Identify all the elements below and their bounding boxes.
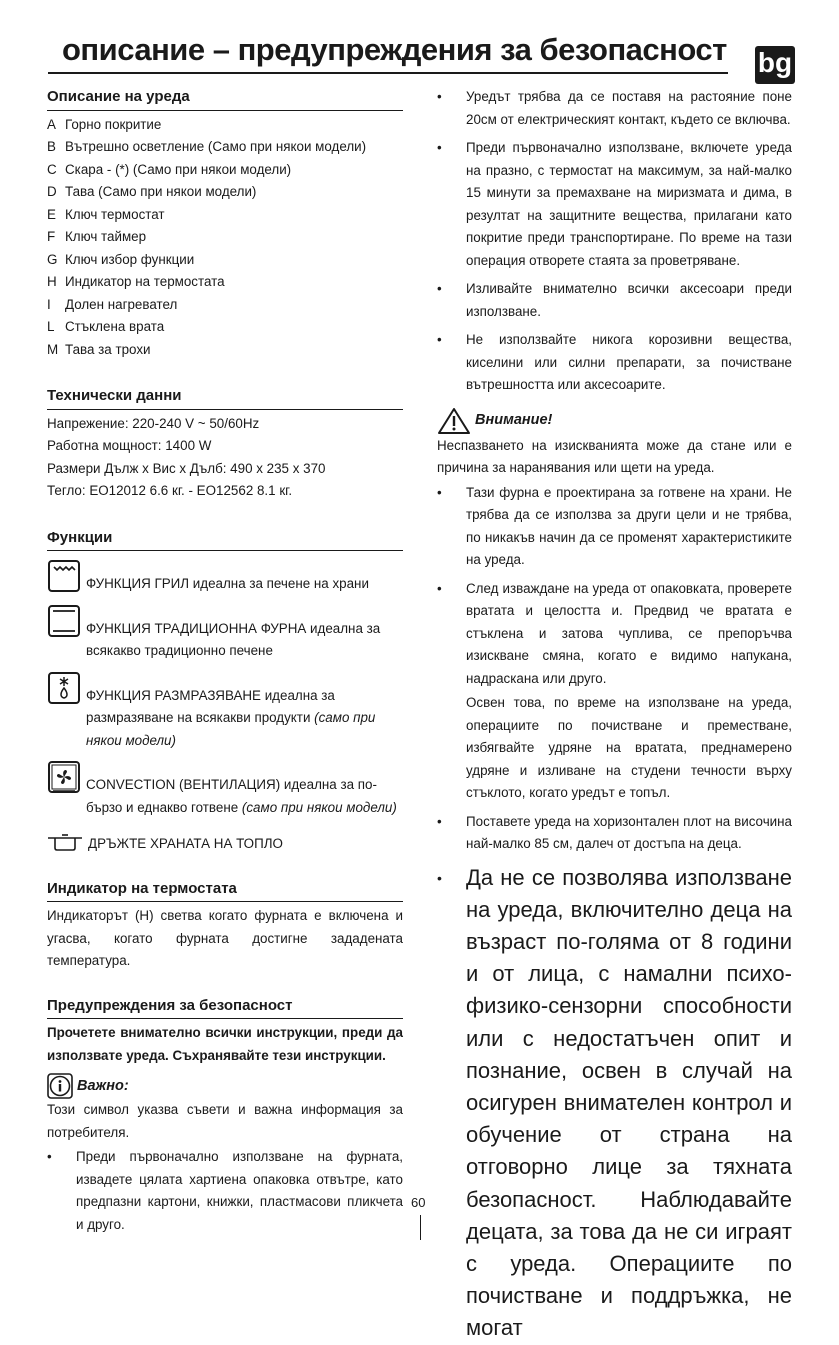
list-item: • Уредът трябва да се поставя на растояние поне 20см от електрическият контакт, където се включва. <box>437 86 792 131</box>
page-header <box>62 24 795 84</box>
list-item: D Тава (Само при някои модели) <box>47 184 257 199</box>
right-bullet-list-mid <box>437 482 792 856</box>
function-defrost: ФУНКЦИЯ РАЗМРАЗЯВАНЕ идеална за размразяване на всякакви продукти (само при някои модели) <box>47 671 403 753</box>
voltage-text: Напрежение: 220-240 V ~ 50/60Hz <box>47 415 260 431</box>
description-title: Описание на уреда <box>47 86 403 111</box>
tech-title: Технически данни <box>47 385 403 410</box>
safety-title: Предупреждения за безопасност <box>47 995 403 1020</box>
page-number-rule <box>420 1215 421 1240</box>
grill-icon <box>47 559 81 593</box>
children-warning: • Да не се позволява използване на уреда, включително деца на възраст по-голяма от 8 години и от лица, с намални психо-физико-сензорни способности или с недостатъчен опит и познание, освен в случай на осигурен внимателен контрол и обучение от страна на отговорно лице за тяхната безопасност. Наблюдавайте децата, за това да не си играят с уреда. Операциите по почистване и поддръжка, не могат <box>437 862 792 1345</box>
defrost-icon <box>47 671 81 705</box>
info-icon <box>47 1073 73 1099</box>
size-text: Размери Дълж x Вис x Дълб: 490 x 235 x 370 <box>47 460 326 476</box>
list-item: E Ключ термостат <box>47 206 165 222</box>
list-item: C Скара - (*) (Само при някои модели) <box>47 161 292 177</box>
list-item: F Ключ таймер <box>47 229 147 244</box>
important-text: Този символ указва съвети и важна информация за потребителя. <box>47 1102 403 1140</box>
safety-intro: Прочетете внимателно всички инструкции, преди да използвате уреда. Съхранявайте тези инструкции. <box>47 1025 403 1063</box>
right-bullet-list-top <box>437 86 792 397</box>
function-grill: ФУНКЦИЯ ГРИЛ идеална за печене на храни <box>47 559 403 596</box>
page-title: описание – предупреждения за безопасност <box>62 32 727 67</box>
list-item: • Не използвайте никога корозивни вещества, киселини или силни препарати, за почистване вътрешността или аксесоарите. <box>437 329 792 397</box>
list-item: • Изливайте внимателно всички аксесоари преди използване. <box>437 278 792 323</box>
list-item: G Ключ избор функции <box>47 251 195 267</box>
weight-text: Тегло: EO12012 6.6 кг. - EO12562 8.1 кг. <box>47 483 293 498</box>
left-bullet-list <box>47 1146 403 1236</box>
functions-title: Функции <box>47 527 403 552</box>
warning-notice: Внимание! <box>437 407 792 435</box>
function-keepwarm: ДРЪЖТЕ ХРАНАТА НА ТОПЛО <box>47 833 403 856</box>
left-column <box>47 86 403 1242</box>
description-list <box>47 114 403 362</box>
list-item: B Вътрешно осветление (Само при някои модели) <box>47 139 367 154</box>
title-underline <box>48 72 728 74</box>
pot-icon <box>47 834 83 852</box>
list-item: L Стъклена врата <box>47 319 165 334</box>
list-item: • Преди първоначално използване на фурната, извадете цялата хартиена опаковка отвътре, като предпазни картони, книжки, пластмасови пликчета и друго. <box>47 1146 403 1236</box>
list-item: M Тава за трохи <box>47 341 151 357</box>
right-column <box>437 86 792 1345</box>
fan-icon <box>47 760 81 794</box>
thermostat-title: Индикатор на термостата <box>47 878 403 903</box>
list-item: I Долен нагревател <box>47 296 178 312</box>
important-notice: Важно: <box>47 1073 403 1099</box>
list-item: A Горно покритие <box>47 116 162 132</box>
function-convection: CONVECTION (ВЕНТИЛАЦИЯ) идеална за по-бързо и еднакво готвене (само при някои модели) <box>47 760 403 819</box>
warning-icon <box>437 407 471 435</box>
page-number: 60 <box>411 1195 426 1210</box>
language-badge: bg <box>755 46 795 84</box>
list-item: • Преди първоначално използване, включете уреда на празно, с термостат на максимум, за най-малко 15 минути за премахване на миризмата и дима, в резултат на защитните вещества, прилагани като покритие преди транспортиране. По време на тази операция отворете стаята за проветряване. <box>437 137 792 272</box>
list-item: • След изваждане на уреда от опаковката, проверете вратата и целостта и. Предвид че вратата е стъклена и затова чуплива, се препоръчва изискване смяна, когато е видимо напукана, надраскана или друго. Освен това, по време на използване на уреда, операциите по почистване и преместване, избягвайте удряне на вратата, преднамерено удряне и изливане на студени течности върху стъклото, когато уредът е топъл. <box>437 578 792 805</box>
function-traditional: ФУНКЦИЯ ТРАДИЦИОННА ФУРНА идеална за всякакво традиционно печене <box>47 604 403 663</box>
warning-text: Неспазването на изискванията може да стане или е причина за наранявания или щети на уреда. <box>437 437 792 475</box>
traditional-oven-icon <box>47 604 81 638</box>
list-item: • Тази фурна е проектирана за готвене на храни. Не трябва да се използва за други цели и не трябва, по никакъв начин да се променят характеристиките на уреда. <box>437 482 792 572</box>
power-text: Работна мощност: 1400 W <box>47 438 212 453</box>
list-item: • Поставете уреда на хоризонтален плот на височина най-малко 85 см, далеч от достъпа на деца. <box>437 811 792 856</box>
thermostat-text: Индикаторът (H) светва когато фурната е включена и угасва, когато фурната достигне зададената температура. <box>47 908 403 968</box>
list-item: H Индикатор на термостата <box>47 274 225 289</box>
